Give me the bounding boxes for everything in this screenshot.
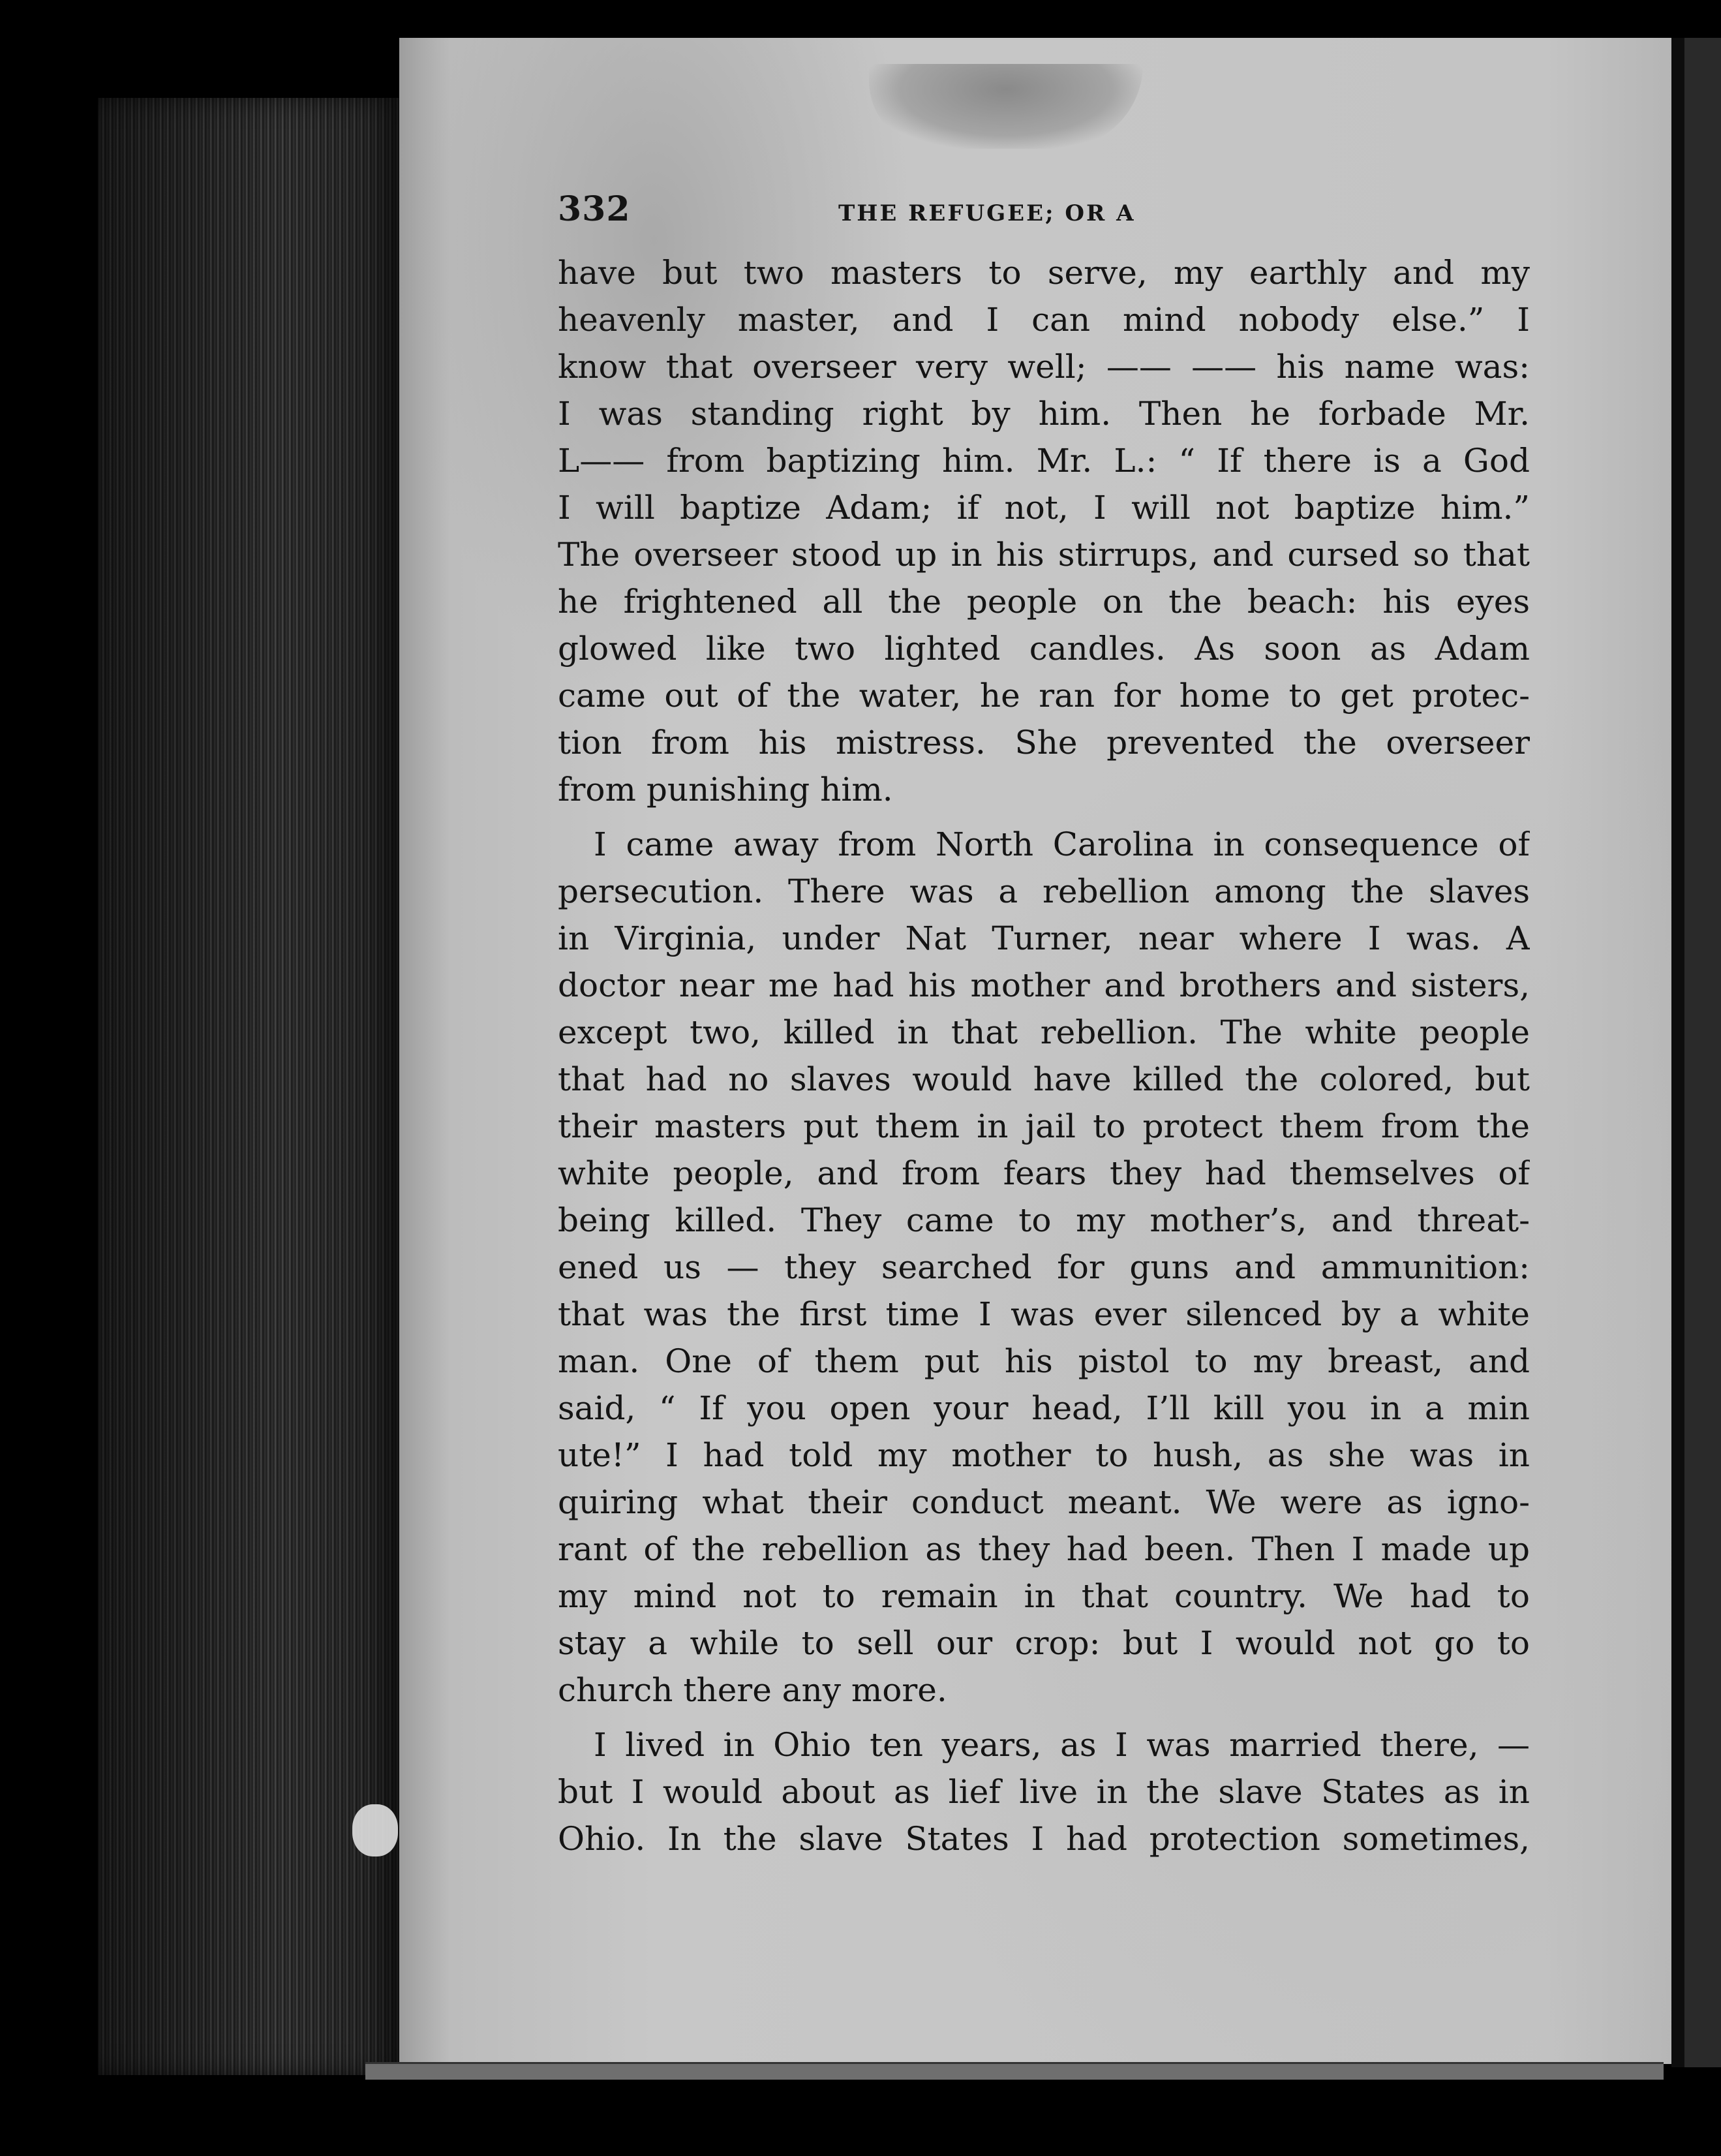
text-line: tion from his mistress. She prevented the overseer [558,724,1530,762]
text-line: L—— from baptizing him. Mr. L.: “ If there is a God [558,442,1530,480]
text-line: church there any more. [558,1671,947,1709]
page-number: 332 [558,189,631,229]
text-line: being killed. They came to my mother’s, and threat- [558,1201,1530,1239]
page-edges-shadow [98,98,404,2075]
text-line: I will baptize Adam; if not, I will not baptize him.” [558,489,1530,527]
text-line: persecution. There was a rebellion among the slaves [558,872,1530,910]
text-line: quiring what their conduct meant. We were as igno- [558,1483,1530,1521]
smudge-mark [352,1804,398,1856]
text-line: man. One of them put his pistol to my breast, and [558,1342,1530,1380]
text-block [558,189,1530,1862]
text-line: have but two masters to serve, my earthly and my [558,254,1530,292]
text-line: ute!” I had told my mother to hush, as she was in [558,1436,1530,1474]
page-right-border [1671,38,1684,2067]
text-line: from punishing him. [558,771,893,808]
text-line: stay a while to sell our crop: but I would not go to [558,1624,1530,1662]
running-head [558,189,1530,235]
text-line: Ohio. In the slave States I had protection sometimes, [558,1820,1530,1858]
text-line: I lived in Ohio ten years, as I was married there, — [594,1726,1530,1764]
paper-stain [869,64,1143,149]
text-line: except two, killed in that rebellion. The white people [558,1013,1530,1051]
text-line: heavenly master, and I can mind nobody else.” I [558,301,1530,339]
paragraph [558,249,1530,813]
text-line: glowed like two lighted candles. As soon as Adam [558,630,1530,668]
facing-page-sliver [1684,38,1721,2067]
text-line: I came away from North Carolina in consequence of [594,825,1530,863]
text-line: came out of the water, he ran for home to get protec- [558,677,1530,715]
text-line: I was standing right by him. Then he forbade Mr. [558,395,1530,433]
running-title: THE REFUGEE; OR A [838,200,1136,226]
text-line: The overseer stood up in his stirrups, and cursed so that [558,536,1530,574]
text-line: ened us — they searched for guns and ammunition: [558,1248,1530,1286]
text-line: that had no slaves would have killed the colored, but [558,1060,1530,1098]
paragraph [558,821,1530,1714]
text-line: he frightened all the people on the beach: his eyes [558,583,1530,621]
text-line: know that overseer very well; —— —— his name was: [558,348,1530,386]
text-line: rant of the rebellion as they had been. Then I made up [558,1530,1530,1568]
text-line: said, “ If you open your head, I’ll kill you in a min [558,1389,1530,1427]
text-line: in Virginia, under Nat Turner, near where I was. A [558,919,1530,957]
book-binding-edge [365,2062,1664,2080]
text-line: doctor near me had his mother and brothers and sisters, [558,966,1530,1004]
text-line: my mind not to remain in that country. We had to [558,1577,1530,1615]
text-line: but I would about as lief live in the slave States as in [558,1773,1530,1811]
text-line: their masters put them in jail to protect them from the [558,1107,1530,1145]
text-line: white people, and from fears they had themselves of [558,1154,1530,1192]
text-line: that was the first time I was ever silenced by a white [558,1295,1530,1333]
paragraph [558,1721,1530,1862]
